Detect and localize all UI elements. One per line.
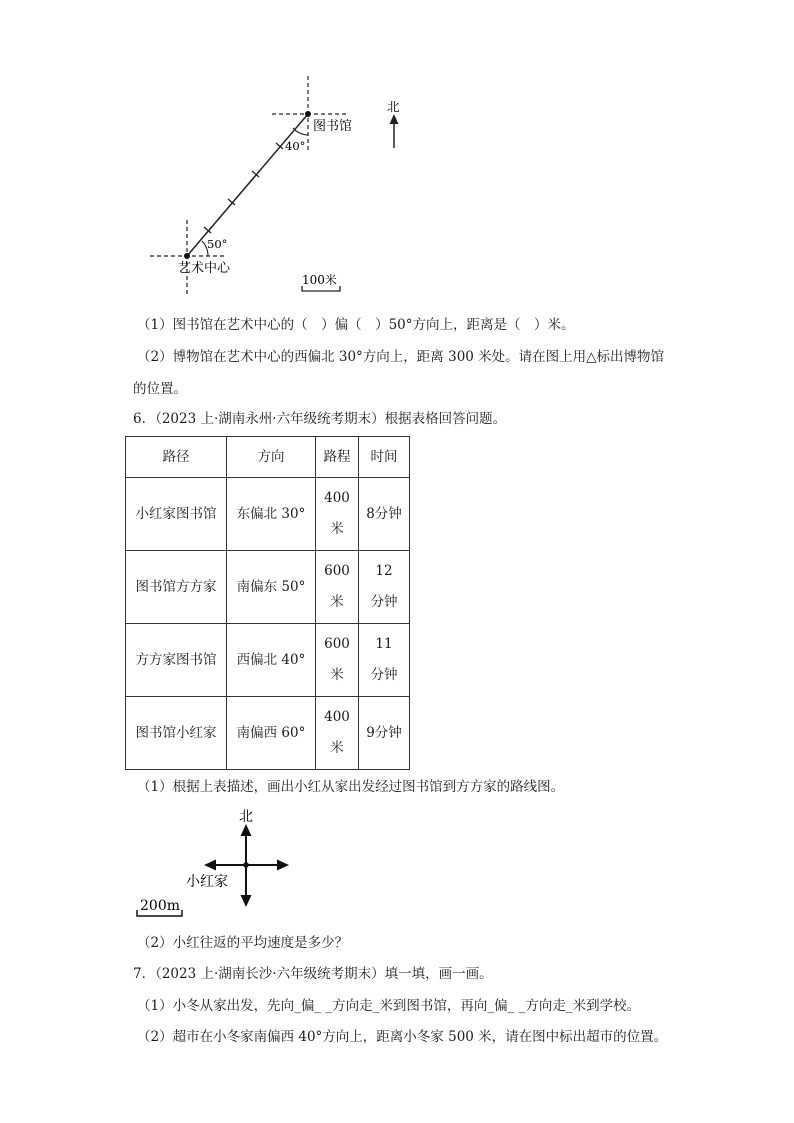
north-label-1: 北 <box>387 99 400 114</box>
table-cell-text: 600米 <box>324 563 350 610</box>
table-header-cell: 方向 <box>227 437 316 478</box>
table-cell-text: 600米 <box>324 636 350 683</box>
table-header-row <box>126 437 410 478</box>
table-cell <box>316 624 359 697</box>
library-label: 图书馆 <box>313 119 353 134</box>
table-cell <box>316 697 359 770</box>
angle-label-bottom: 50° <box>207 237 228 251</box>
direction-diagram-1 <box>0 0 794 310</box>
table-cell-text: 400米 <box>324 490 350 537</box>
table-cell <box>359 624 410 697</box>
direction-diagram-2 <box>0 800 794 920</box>
scale-label-2: 200m <box>140 898 180 914</box>
arrow-east <box>277 860 289 871</box>
table-cell: 图书馆小红家 <box>126 697 227 770</box>
table-header-cell: 路程 <box>316 437 359 478</box>
table-row <box>126 551 410 624</box>
table-cell-text: 400米 <box>324 709 350 756</box>
table-cell <box>316 478 359 551</box>
q6-part2: （2）小红往返的平均速度是多少？ <box>137 935 349 951</box>
arrow-west <box>204 860 216 871</box>
table-cell: 小红家图书馆 <box>126 478 227 551</box>
table-cell: 东偏北 30° <box>227 478 316 551</box>
q5-part2-line1: （2）博物馆在艺术中心的西偏北 30°方向上，距离 300 米处。请在图上用△标出博物馆 <box>137 349 665 365</box>
table-cell-text: 12分钟 <box>370 563 398 610</box>
table-header-cell: 路径 <box>126 437 227 478</box>
q6-part1: （1）根据上表描述，画出小红从家出发经过图书馆到方方家的路线图。 <box>137 779 565 795</box>
q6-title: 6．（2023 上·湖南永州·六年级统考期末）根据表格回答问题。 <box>133 411 507 427</box>
arrow-north <box>241 824 252 836</box>
q7-title: 7．（2023 上·湖南长沙·六年级统考期末）填一填，画一画。 <box>133 966 493 982</box>
table-cell: 9分钟 <box>359 697 410 770</box>
q5-part2-line2: 的位置。 <box>133 381 187 397</box>
table-row <box>126 624 410 697</box>
table-row <box>126 478 410 551</box>
home-point <box>243 862 249 868</box>
home-label: 小红家 <box>186 874 228 890</box>
table-cell: 8分钟 <box>359 478 410 551</box>
table-cell <box>316 551 359 624</box>
table-row <box>126 697 410 770</box>
q5-part1: （1）图书馆在艺术中心的（ ）偏（ ）50°方向上，距离是（ ）米。 <box>137 317 575 333</box>
table-cell: 西偏北 40° <box>227 624 316 697</box>
table-cell <box>359 551 410 624</box>
angle-label-top: 40° <box>285 139 306 153</box>
table-header-cell: 时间 <box>359 437 410 478</box>
table-cell: 方方家图书馆 <box>126 624 227 697</box>
scale-label-1: 100米 <box>302 273 337 287</box>
north-arrow-head <box>390 114 399 124</box>
q7-part1: （1）小冬从家出发，先向_偏_ _方向走_米到图书馆，再向_偏_ _方向走_米到学校。 <box>137 998 641 1014</box>
table-cell: 南偏西 60° <box>227 697 316 770</box>
q7-part2: （2）超市在小冬家南偏西 40°方向上，距离小冬家 500 米，请在图中标出超市的位置。 <box>137 1029 668 1045</box>
table-cell: 南偏东 50° <box>227 551 316 624</box>
arrow-south <box>241 895 252 907</box>
library-point <box>305 111 311 117</box>
table-cell: 图书馆方方家 <box>126 551 227 624</box>
art-center-point <box>184 253 190 259</box>
route-table <box>125 436 410 770</box>
table-cell-text: 11分钟 <box>370 636 398 683</box>
art-center-label: 艺术中心 <box>178 261 231 276</box>
route-line <box>187 114 308 256</box>
north-label-2: 北 <box>239 809 253 825</box>
